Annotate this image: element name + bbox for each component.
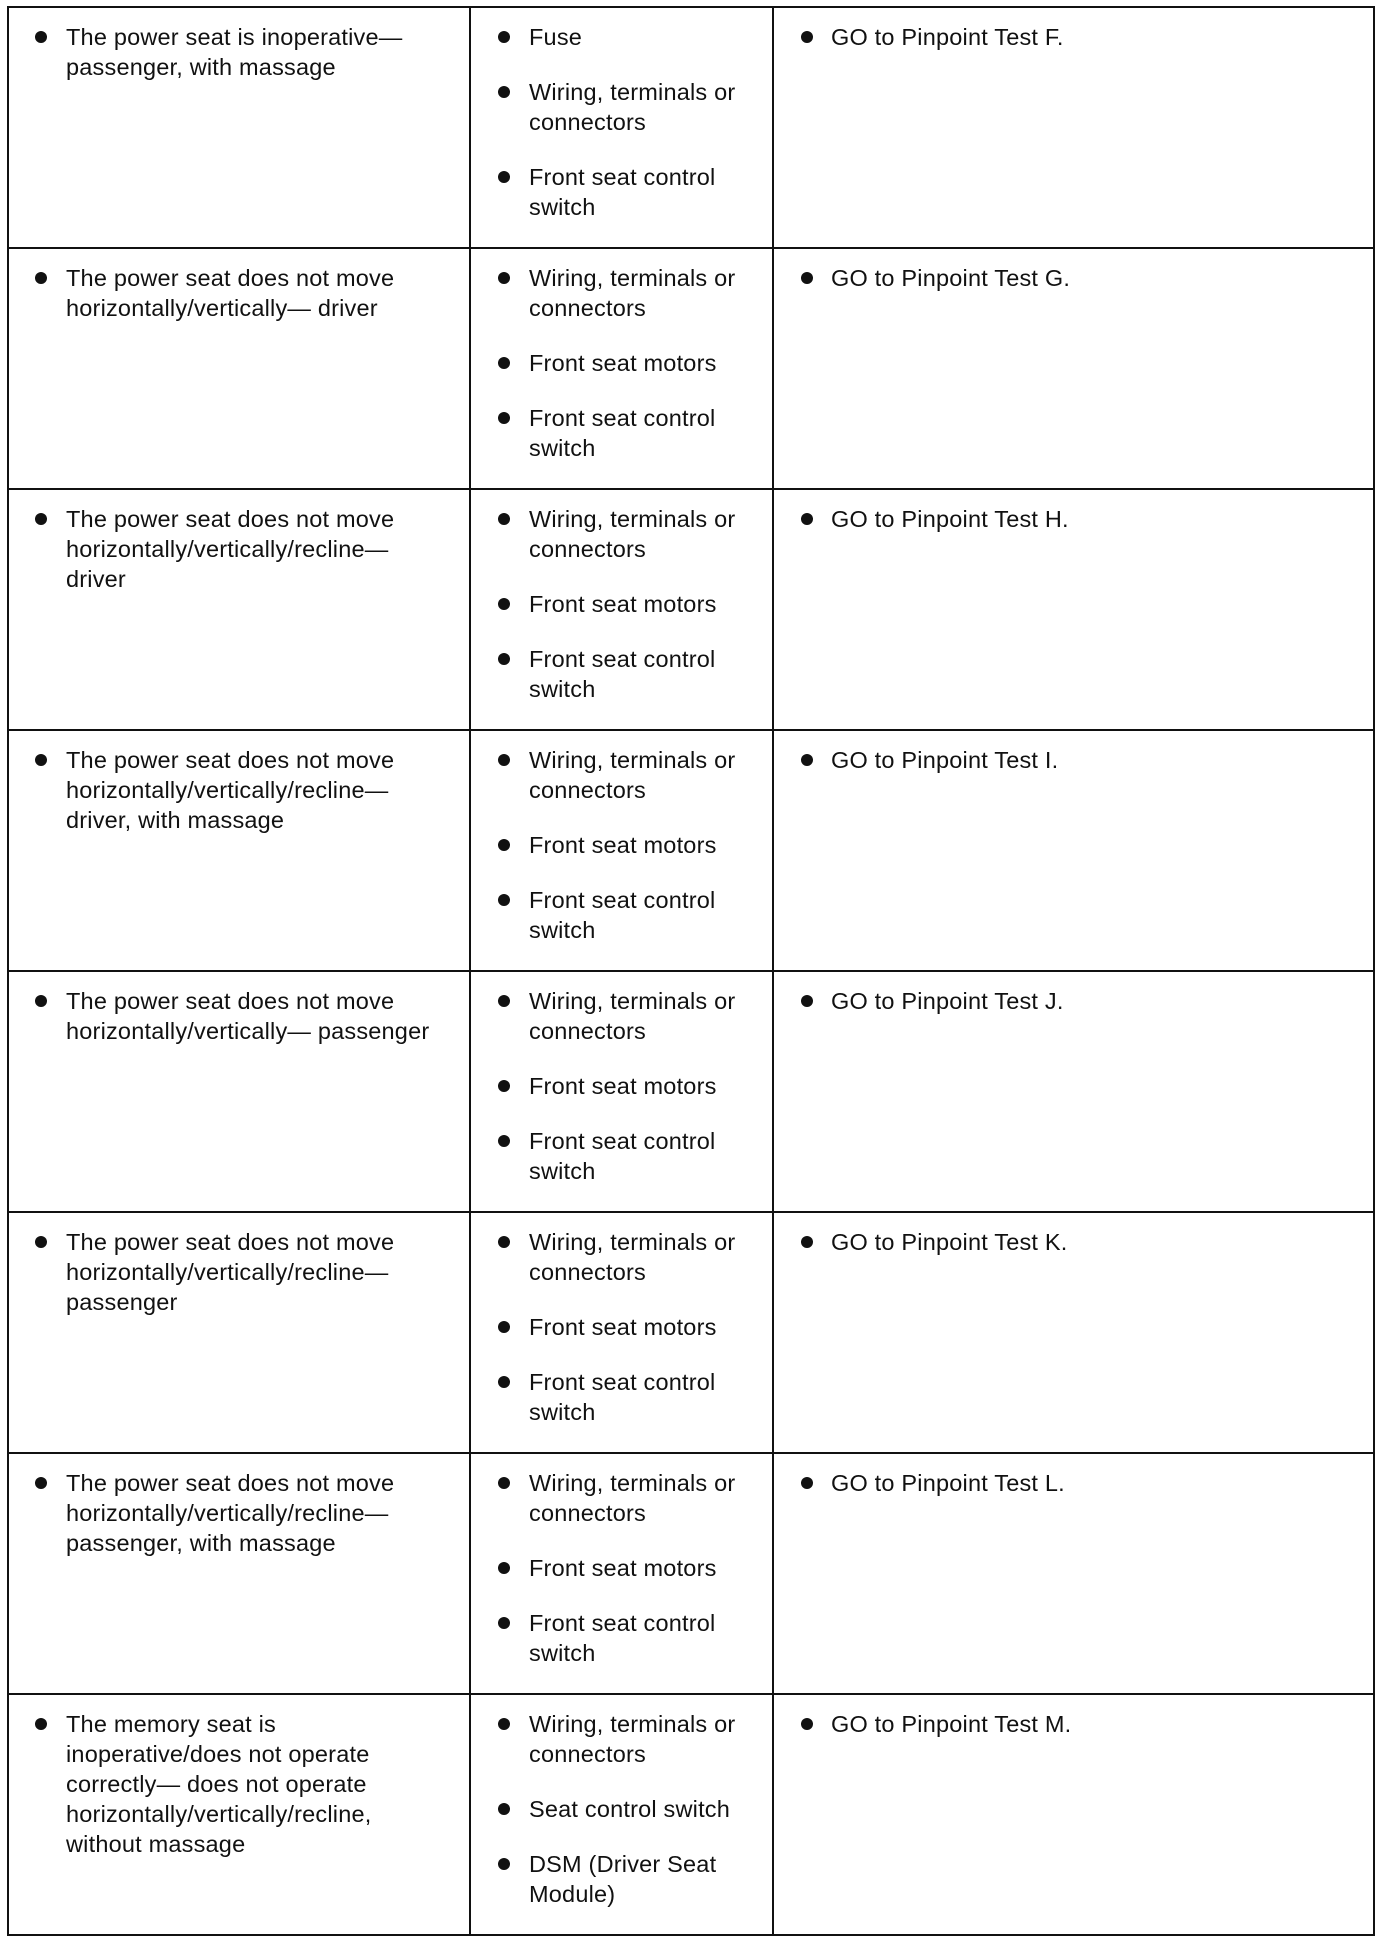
bullet-icon [498, 1135, 510, 1147]
bullet-icon [801, 31, 813, 43]
condition-text: The power seat does not move horizontally/vertically— passenger [66, 988, 430, 1044]
cause-text: Wiring, terminals or connectors [529, 988, 736, 1044]
condition-text: The power seat is inoperative— passenger, with massage [66, 24, 403, 80]
list-item [9, 504, 459, 594]
cause-text: Front seat control switch [529, 887, 716, 943]
bullet-list [9, 1454, 469, 1558]
cause-text: Front seat control switch [529, 1610, 716, 1666]
condition-cell [8, 489, 470, 730]
list-item [471, 745, 762, 805]
bullet-icon [801, 513, 813, 525]
condition-text: The power seat does not move horizontally/vertically/recline— driver [66, 506, 395, 592]
list-item [471, 22, 762, 52]
cause-text: Seat control switch [529, 1796, 731, 1822]
list-item [471, 1227, 762, 1287]
cause-text: Front seat motors [529, 1555, 717, 1581]
condition-text: The power seat does not move horizontally/vertically/recline— passenger, with massage [66, 1470, 395, 1556]
condition-cell [8, 248, 470, 489]
list-item [9, 986, 459, 1046]
bullet-list [9, 972, 469, 1046]
bullet-icon [498, 272, 510, 284]
table-row [8, 730, 1374, 971]
list-item [774, 986, 1363, 1016]
bullet-list [471, 972, 772, 1186]
list-item [471, 77, 762, 137]
bullet-icon [801, 1718, 813, 1730]
bullet-list [774, 249, 1373, 293]
bullet-icon [801, 272, 813, 284]
cause-text: Front seat motors [529, 1073, 717, 1099]
list-item [471, 1849, 762, 1909]
list-item [471, 1367, 762, 1427]
bullet-icon [498, 894, 510, 906]
list-item [471, 644, 762, 704]
bullet-icon [498, 1236, 510, 1248]
bullet-icon [498, 357, 510, 369]
bullet-icon [35, 31, 47, 43]
bullet-icon [35, 1477, 47, 1489]
action-cell [773, 1212, 1374, 1453]
list-item [471, 986, 762, 1046]
bullet-icon [35, 995, 47, 1007]
bullet-icon [498, 598, 510, 610]
condition-text: The power seat does not move horizontally/vertically— driver [66, 265, 395, 321]
list-item [9, 1709, 459, 1859]
bullet-icon [498, 171, 510, 183]
table-row [8, 1453, 1374, 1694]
bullet-icon [498, 1803, 510, 1815]
bullet-list [774, 1454, 1373, 1498]
cause-text: Wiring, terminals or connectors [529, 79, 736, 135]
list-item [471, 1608, 762, 1668]
cause-text: Wiring, terminals or connectors [529, 506, 736, 562]
symptom-chart-table [7, 6, 1375, 1936]
action-text: GO to Pinpoint Test J. [831, 988, 1064, 1014]
bullet-list [471, 490, 772, 704]
cause-text: Front seat motors [529, 591, 717, 617]
action-cell [773, 1694, 1374, 1935]
list-item [774, 1709, 1363, 1739]
bullet-list [9, 1213, 469, 1317]
bullet-icon [35, 513, 47, 525]
action-cell [773, 7, 1374, 248]
bullet-icon [35, 1236, 47, 1248]
condition-text: The power seat does not move horizontally/vertically/recline— driver, with massage [66, 747, 395, 833]
bullet-list [471, 1695, 772, 1909]
cause-text: Front seat control switch [529, 646, 716, 702]
action-text: GO to Pinpoint Test K. [831, 1229, 1068, 1255]
bullet-list [774, 8, 1373, 52]
cause-text: Front seat control switch [529, 1128, 716, 1184]
action-text: GO to Pinpoint Test M. [831, 1711, 1072, 1737]
list-item [9, 22, 459, 82]
bullet-icon [498, 839, 510, 851]
table-row [8, 489, 1374, 730]
cause-text: Front seat motors [529, 350, 717, 376]
table-row [8, 1694, 1374, 1935]
bullet-icon [35, 1718, 47, 1730]
bullet-icon [801, 995, 813, 1007]
table-row [8, 7, 1374, 248]
list-item [774, 745, 1363, 775]
cause-text: Fuse [529, 24, 583, 50]
condition-cell [8, 730, 470, 971]
list-item [471, 1468, 762, 1528]
possible-causes-cell [470, 1212, 773, 1453]
symptom-chart-body [8, 7, 1374, 1935]
bullet-list [774, 1213, 1373, 1257]
table-row [8, 248, 1374, 489]
bullet-list [471, 249, 772, 463]
list-item [471, 1312, 762, 1342]
list-item [471, 1794, 762, 1824]
bullet-icon [498, 1321, 510, 1333]
bullet-icon [498, 31, 510, 43]
action-text: GO to Pinpoint Test F. [831, 24, 1064, 50]
bullet-icon [498, 653, 510, 665]
bullet-list [774, 731, 1373, 775]
bullet-icon [498, 754, 510, 766]
cause-text: Wiring, terminals or connectors [529, 265, 736, 321]
list-item [471, 830, 762, 860]
action-text: GO to Pinpoint Test L. [831, 1470, 1065, 1496]
list-item [471, 589, 762, 619]
cause-text: Front seat control switch [529, 164, 716, 220]
list-item [471, 1071, 762, 1101]
possible-causes-cell [470, 1453, 773, 1694]
list-item [774, 263, 1363, 293]
bullet-icon [801, 754, 813, 766]
bullet-icon [498, 1562, 510, 1574]
bullet-icon [498, 995, 510, 1007]
list-item [471, 263, 762, 323]
list-item [471, 162, 762, 222]
condition-cell [8, 7, 470, 248]
possible-causes-cell [470, 7, 773, 248]
bullet-icon [498, 1376, 510, 1388]
cause-text: Front seat motors [529, 832, 717, 858]
bullet-list [471, 1454, 772, 1668]
possible-causes-cell [470, 971, 773, 1212]
action-cell [773, 971, 1374, 1212]
bullet-icon [498, 1080, 510, 1092]
list-item [471, 1553, 762, 1583]
cause-text: Front seat control switch [529, 1369, 716, 1425]
bullet-list [774, 1695, 1373, 1739]
list-item [471, 504, 762, 564]
condition-cell [8, 971, 470, 1212]
possible-causes-cell [470, 489, 773, 730]
bullet-icon [498, 412, 510, 424]
cause-text: DSM (Driver Seat Module) [529, 1851, 717, 1907]
possible-causes-cell [470, 248, 773, 489]
possible-causes-cell [470, 1694, 773, 1935]
bullet-icon [801, 1236, 813, 1248]
bullet-icon [498, 1617, 510, 1629]
bullet-icon [498, 1477, 510, 1489]
list-item [774, 22, 1363, 52]
list-item [774, 1227, 1363, 1257]
cause-text: Wiring, terminals or connectors [529, 1711, 736, 1767]
list-item [471, 348, 762, 378]
condition-cell [8, 1453, 470, 1694]
bullet-list [9, 249, 469, 323]
table-row [8, 1212, 1374, 1453]
list-item [774, 1468, 1363, 1498]
list-item [9, 1468, 459, 1558]
list-item [774, 504, 1363, 534]
condition-text: The power seat does not move horizontally/vertically/recline— passenger [66, 1229, 395, 1315]
cause-text: Wiring, terminals or connectors [529, 747, 736, 803]
bullet-list [471, 1213, 772, 1427]
bullet-icon [498, 513, 510, 525]
bullet-icon [498, 1858, 510, 1870]
action-text: GO to Pinpoint Test G. [831, 265, 1071, 291]
bullet-list [471, 731, 772, 945]
list-item [471, 885, 762, 945]
action-cell [773, 248, 1374, 489]
bullet-list [9, 8, 469, 82]
list-item [471, 1126, 762, 1186]
list-item [9, 745, 459, 835]
action-text: GO to Pinpoint Test H. [831, 506, 1069, 532]
cause-text: Front seat control switch [529, 405, 716, 461]
list-item [471, 403, 762, 463]
bullet-icon [801, 1477, 813, 1489]
bullet-icon [498, 86, 510, 98]
possible-causes-cell [470, 730, 773, 971]
bullet-list [9, 1695, 469, 1859]
bullet-icon [35, 272, 47, 284]
bullet-list [774, 972, 1373, 1016]
bullet-list [471, 8, 772, 222]
bullet-icon [498, 1718, 510, 1730]
condition-text: The memory seat is inoperative/does not operate correctly— does not operate horizontally/vertically/recline, without massage [66, 1711, 372, 1857]
condition-cell [8, 1212, 470, 1453]
bullet-list [9, 731, 469, 835]
condition-cell [8, 1694, 470, 1935]
list-item [9, 1227, 459, 1317]
action-text: GO to Pinpoint Test I. [831, 747, 1059, 773]
cause-text: Wiring, terminals or connectors [529, 1229, 736, 1285]
bullet-icon [35, 754, 47, 766]
action-cell [773, 730, 1374, 971]
list-item [471, 1709, 762, 1769]
action-cell [773, 1453, 1374, 1694]
bullet-list [774, 490, 1373, 534]
cause-text: Wiring, terminals or connectors [529, 1470, 736, 1526]
action-cell [773, 489, 1374, 730]
table-row [8, 971, 1374, 1212]
cause-text: Front seat motors [529, 1314, 717, 1340]
list-item [9, 263, 459, 323]
bullet-list [9, 490, 469, 594]
